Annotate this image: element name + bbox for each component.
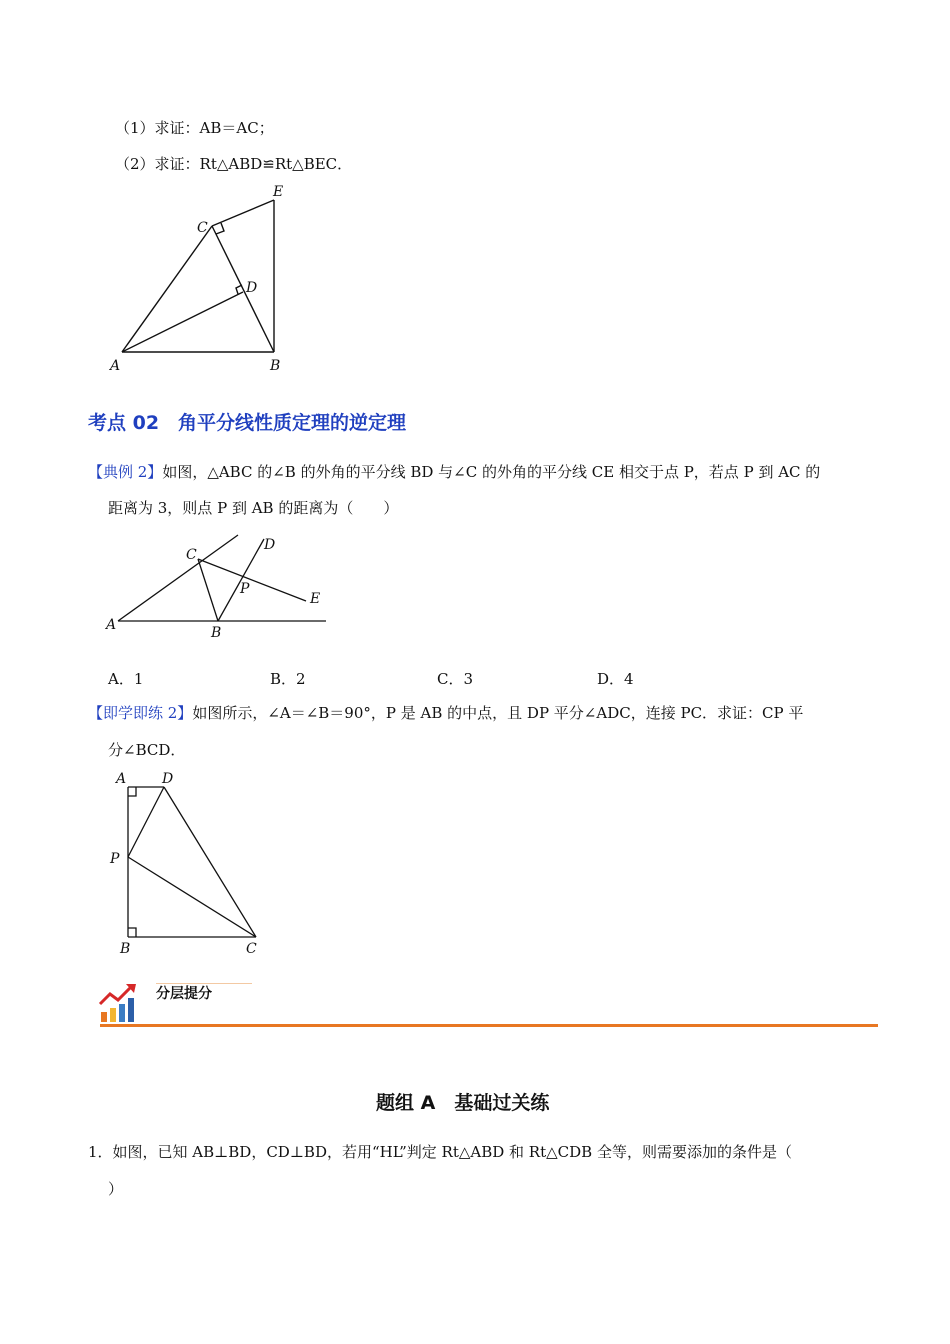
- choice-d[interactable]: D．4: [597, 670, 634, 688]
- practice-2-line-2: 分∠BCD．: [108, 741, 186, 759]
- segment-ce: [212, 200, 274, 226]
- label-b: B: [270, 358, 281, 374]
- segment-cb: [198, 559, 218, 621]
- label-e: E: [273, 184, 284, 200]
- example-2-text: 如图，△ABC 的∠B 的外角的平分线 BD 与∠C 的外角的平分线 CE 相交于点 P，若点 P 到 AC 的: [162, 463, 821, 481]
- question-1-line-1: 1．如图，已知 AB⊥BD，CD⊥BD，若用“HL”判定 Rt△ABD 和 Rt△CDB 全等，则需要添加的条件是（: [88, 1143, 792, 1161]
- segment-ac: [122, 226, 212, 352]
- label-b: B: [211, 625, 222, 641]
- label-b: B: [120, 941, 131, 957]
- bisector-bd: [218, 539, 264, 621]
- choice-c[interactable]: C．3: [437, 670, 474, 688]
- banner-label: 分层提分: [156, 986, 212, 1002]
- label-e: E: [310, 591, 321, 607]
- label-d: D: [246, 280, 258, 296]
- label-p: P: [240, 581, 250, 597]
- example-2-line-1: [88, 462, 820, 482]
- practice-2-text: 如图所示，∠A＝∠B＝90°，P 是 AB 的中点，且 DP 平分∠ADC，连接 PC．求证：CP 平: [192, 704, 804, 722]
- segment-cb: [212, 226, 274, 352]
- label-a: A: [106, 617, 117, 633]
- bar-chart-trend-icon: [98, 982, 144, 1024]
- practice-2-tag: 【即学即练 2】: [88, 704, 193, 722]
- section-heading: 考点 02 角平分线性质定理的逆定理: [88, 412, 407, 434]
- banner-divider: [100, 1024, 878, 1027]
- label-c: C: [186, 547, 197, 563]
- figure-trapezoid: [100, 765, 270, 965]
- part-2-text: （2）求证：Rt△ABD≌Rt△BEC．: [115, 155, 353, 173]
- label-c: C: [246, 941, 257, 957]
- question-1-line-2: ）: [108, 1180, 124, 1198]
- part-1-text: （1）求证：AB＝AC；: [115, 119, 274, 137]
- segment-ad: [122, 292, 243, 352]
- right-angle-mark-c: [216, 223, 224, 234]
- example-2-line-2: 距离为 3，则点 P 到 AB 的距离为（ ）: [108, 499, 399, 517]
- figure-angle-bisectors: [100, 525, 340, 645]
- label-d: D: [264, 537, 276, 553]
- line-ac-extended: [118, 535, 238, 621]
- group-a-title: 题组 A 基础过关练: [376, 1092, 550, 1114]
- example-2-tag: 【典例 2】: [88, 463, 163, 481]
- label-c: C: [197, 220, 208, 236]
- figure-triangle-abc: [100, 180, 300, 380]
- segment-pc: [128, 857, 256, 937]
- practice-2-line-1: [88, 703, 803, 723]
- label-a: A: [116, 771, 127, 787]
- choice-a[interactable]: A．1: [108, 670, 144, 688]
- label-d: D: [162, 771, 174, 787]
- bisector-ce: [198, 559, 306, 601]
- banner-underline: [156, 983, 252, 984]
- right-angle-mark-b: [128, 928, 136, 937]
- right-angle-mark-a: [128, 787, 136, 796]
- segment-dc: [164, 787, 256, 937]
- label-a: A: [110, 358, 121, 374]
- label-p: P: [110, 851, 120, 867]
- choice-b[interactable]: B．2: [270, 670, 306, 688]
- segment-pd: [128, 787, 164, 857]
